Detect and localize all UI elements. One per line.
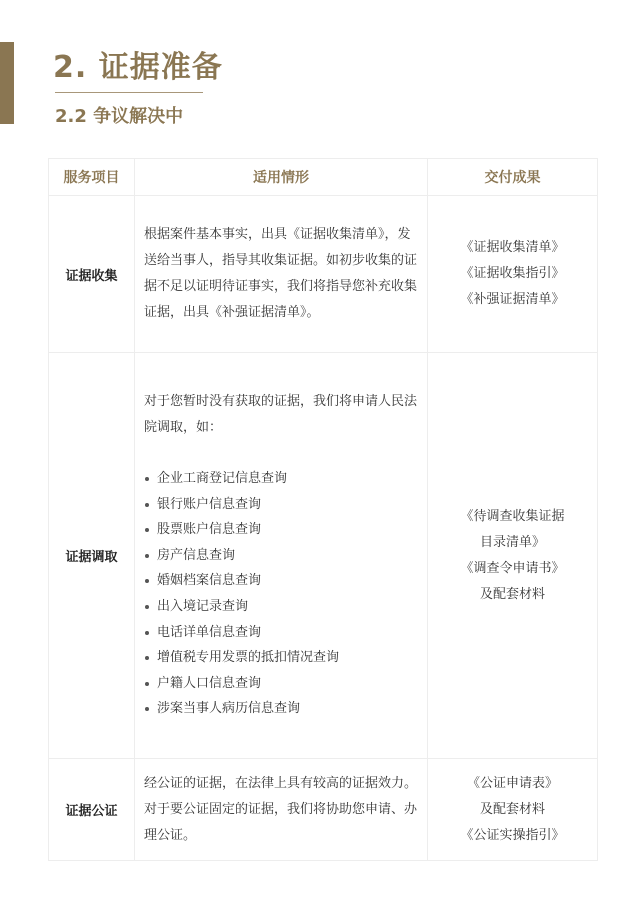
description-text: 根据案件基本事实，出具《证据收集清单》，发送给当事人，指导其收集证据。如初步收集的证据不足以证明待证事实，我们将指导您补充收集证据，出具《补强证据清单》。 [144,227,418,320]
list-item: 企业工商登记信息查询 [144,466,417,492]
deliverable-line: 《证据收集指引》 [460,266,565,281]
list-item: 房产信息查询 [144,543,417,569]
row-deliverables [428,759,598,861]
row-deliverables [428,196,598,353]
list-item: 电话详单信息查询 [144,620,417,646]
service-table [48,158,598,861]
row-description [135,196,428,353]
deliverable-line: 《待调查收集证据 [460,508,565,524]
list-item: 出入境记录查询 [144,594,417,620]
deliverable-line: 目录清单》 [479,534,545,550]
list-item: 婚姻档案信息查询 [144,568,417,594]
deliverable-line: 及配套材料 [479,586,545,602]
list-item: 涉案当事人病历信息查询 [144,696,417,722]
deliverable-line: 《证据收集清单》 [460,240,565,255]
deliverable-line: 《公证实操指引》 [460,827,565,843]
list-item: 户籍人口信息查询 [144,671,417,697]
deliverable-line: 《调查令申请书》 [460,560,565,576]
row-description [135,759,428,861]
row-item-label: 证据调取 [49,353,135,759]
table-row [49,353,598,759]
list-item: 股票账户信息查询 [144,517,417,543]
section-title: 2. 证据准备 [53,50,223,85]
accent-bar [0,42,14,124]
deliverable-line: 《公证申请表》 [466,775,558,791]
deliverable-line: 及配套材料 [479,801,545,817]
deliverable-line: 《补强证据清单》 [460,292,565,307]
description-text: 对于您暂时没有获取的证据，我们将申请人民法院调取，如： [144,394,418,436]
list-item: 增值税专用发票的抵扣情况查询 [144,645,417,671]
header-deliverables: 交付成果 [428,159,598,196]
table-row [49,759,598,861]
row-deliverables [428,353,598,759]
query-list [144,466,417,722]
table-row [49,196,598,353]
list-item: 银行账户信息查询 [144,492,417,518]
row-description [135,353,428,759]
header-service-item: 服务项目 [49,159,135,196]
header-applicable-case: 适用情形 [135,159,428,196]
row-item-label: 证据收集 [49,196,135,353]
table-header-row [49,159,598,196]
title-divider [55,92,203,93]
subsection-title: 2.2 争议解决中 [55,106,184,127]
description-text: 经公证的证据，在法律上具有较高的证据效力。对于要公证固定的证据，我们将协助您申请、办理公证。 [144,775,418,843]
row-item-label: 证据公证 [49,759,135,861]
